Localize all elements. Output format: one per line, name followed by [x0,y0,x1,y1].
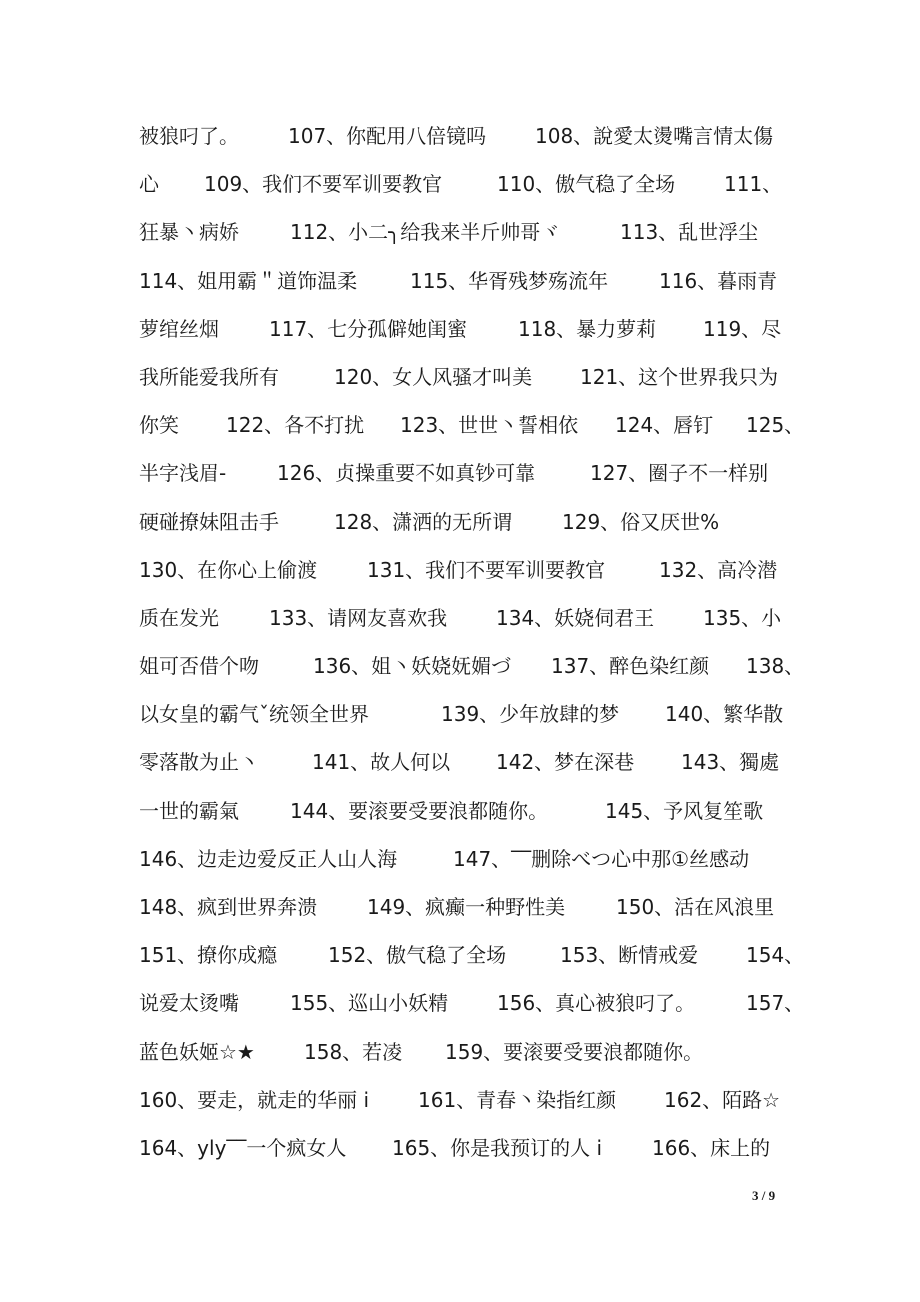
line-segment: 113、乱世浮尘 [620,220,759,245]
page-number: 3 / 9 [752,1188,776,1203]
line-segment: 142、梦在深巷 [496,750,635,775]
text-line-6 [0,353,920,401]
line-segment: 148、疯到世界奔溃 [139,895,318,919]
line-segment: 150、活在风浪里 [616,895,775,919]
line-segment: 132、高冷潜 [659,557,778,582]
text-line-11 [0,594,920,642]
line-segment: 120、女人风骚才叫美 [334,364,533,389]
line-segment: 119、尽 [703,316,782,341]
line-segment: 152、傲气稳了全场 [328,943,507,968]
line-segment: 122、各不打扰 [226,413,365,438]
text-line-16 [0,835,920,883]
text-line-9 [0,498,920,546]
line-segment: 130、在你心上偷渡 [139,557,318,582]
line-segment: 蓝色妖姬☆★ [139,1039,255,1064]
text-line-10 [0,546,920,594]
line-segment: 138、 [746,654,805,679]
line-segment: 107、你配用八倍镜吗 [288,124,487,148]
line-segment: 137、醉色染红颜 [551,654,710,679]
line-segment: 143、獨處 [681,750,780,775]
line-segment: 161、青春丶染指红颜 [418,1087,617,1112]
line-segment: 心 [139,172,159,197]
line-segment: 姐可否借个吻 [139,654,259,679]
line-segment: 125、 [746,413,805,438]
line-segment: 154、 [746,943,805,968]
text-line-2 [0,160,920,208]
text-line-5 [0,305,920,353]
line-segment: 127、圈子不一样别 [590,461,769,486]
line-segment: 126、贞操重要不如真钞可靠 [277,461,536,486]
line-segment: 129、俗又厌世% [562,509,720,534]
line-segment: 135、小 [703,605,782,630]
text-line-20 [0,1028,920,1076]
line-segment: 162、陌路☆ [664,1087,781,1112]
line-segment: 质在发光 [139,605,219,630]
line-segment: 硬碰撩妹阻击手 [139,509,279,534]
line-segment: 狂暴丶病娇 [139,220,239,245]
line-segment: 136、姐丶妖娆妩媚づ [313,654,512,679]
line-segment: 111、 [724,172,783,197]
text-line-8 [0,449,920,497]
text-line-12 [0,642,920,690]
text-line-18 [0,931,920,979]
text-line-14 [0,738,920,786]
line-segment: 114、姐用霸＂道饰温柔 [139,268,358,293]
text-line-15 [0,787,920,835]
line-segment: 151、撩你成瘾 [139,943,278,968]
line-segment: 萝绾丝烟 [139,316,219,341]
line-segment: 144、要滚要受要浪都随你。 [290,798,549,823]
line-segment: 110、傲气稳了全场 [497,172,676,197]
line-segment: 被狼叼了。 [139,124,239,148]
line-segment: 117、七分孤僻她闺蜜 [269,316,468,341]
line-segment: 128、潇洒的无所谓 [334,509,513,534]
line-segment: 153、断情戒爱 [560,943,699,968]
line-segment: 124、唇钉 [615,413,714,438]
text-line-4 [0,257,920,305]
line-segment: 134、妖娆伺君王 [496,605,655,630]
text-line-7 [0,401,920,449]
line-segment: 121、这个世界我只为 [580,364,779,389]
line-segment: 半字浅眉- [139,461,227,486]
line-segment: 说爱太烫嘴 [139,991,239,1016]
line-segment: 112、小二╮给我来半斤帅哥ヾ [290,220,561,245]
line-segment: 146、边走边爱反正人山人海 [139,846,398,871]
line-segment: 149、疯癫一种野性美 [367,895,566,919]
line-segment: 你笑 [139,413,179,438]
line-segment: 166、床上的 [652,1135,771,1160]
line-segment: 160、要走，就走的华丽 i [139,1087,370,1112]
line-segment: 以女皇的霸气ˇ统领全世界 [139,702,369,727]
line-segment: 145、予风复笙歌 [605,798,764,823]
line-segment: 164、yly‾‾一个疯女人 [139,1135,347,1160]
line-segment: 一世的霸氣 [139,798,239,823]
line-segment: 159、要滚要受要浪都随你。 [445,1039,704,1064]
line-segment: 133、请网友喜欢我 [269,605,448,630]
text-line-3 [0,208,920,256]
line-segment: 123、世世丶誓相依 [400,413,579,438]
line-segment: 109、我们不要军训要教官 [204,172,443,197]
text-line-19 [0,979,920,1027]
line-segment: 165、你是我预订的人 i [392,1135,603,1160]
text-line-22 [0,1124,920,1172]
line-segment: 155、巡山小妖精 [290,991,449,1016]
line-segment: 108、說愛太燙嘴言情太傷 [535,124,774,148]
line-segment: 116、暮雨青 [659,268,778,293]
line-segment: 131、我们不要军训要教官 [367,557,606,582]
line-segment: 零落散为止丶 [139,750,259,775]
line-segment: 156、真心被狼叼了。 [497,991,696,1016]
line-segment: 158、若凌 [304,1039,403,1064]
line-segment: 141、故人何以 [312,750,451,775]
text-line-1 [0,112,920,160]
document-body [0,112,920,1172]
line-segment: 118、暴力萝莉 [518,316,657,341]
line-segment: 我所能爱我所有 [139,364,279,389]
text-line-13 [0,690,920,738]
line-segment: 140、繁华散 [665,702,784,727]
line-segment: 157、 [746,991,805,1016]
line-segment: 115、华胥残梦殇流年 [410,268,609,293]
line-segment: 139、少年放肆的梦 [441,702,620,727]
line-segment: 147、‾‾删除べつ心中那①丝感动 [453,846,750,871]
text-line-17 [0,883,920,931]
text-line-21 [0,1076,920,1124]
